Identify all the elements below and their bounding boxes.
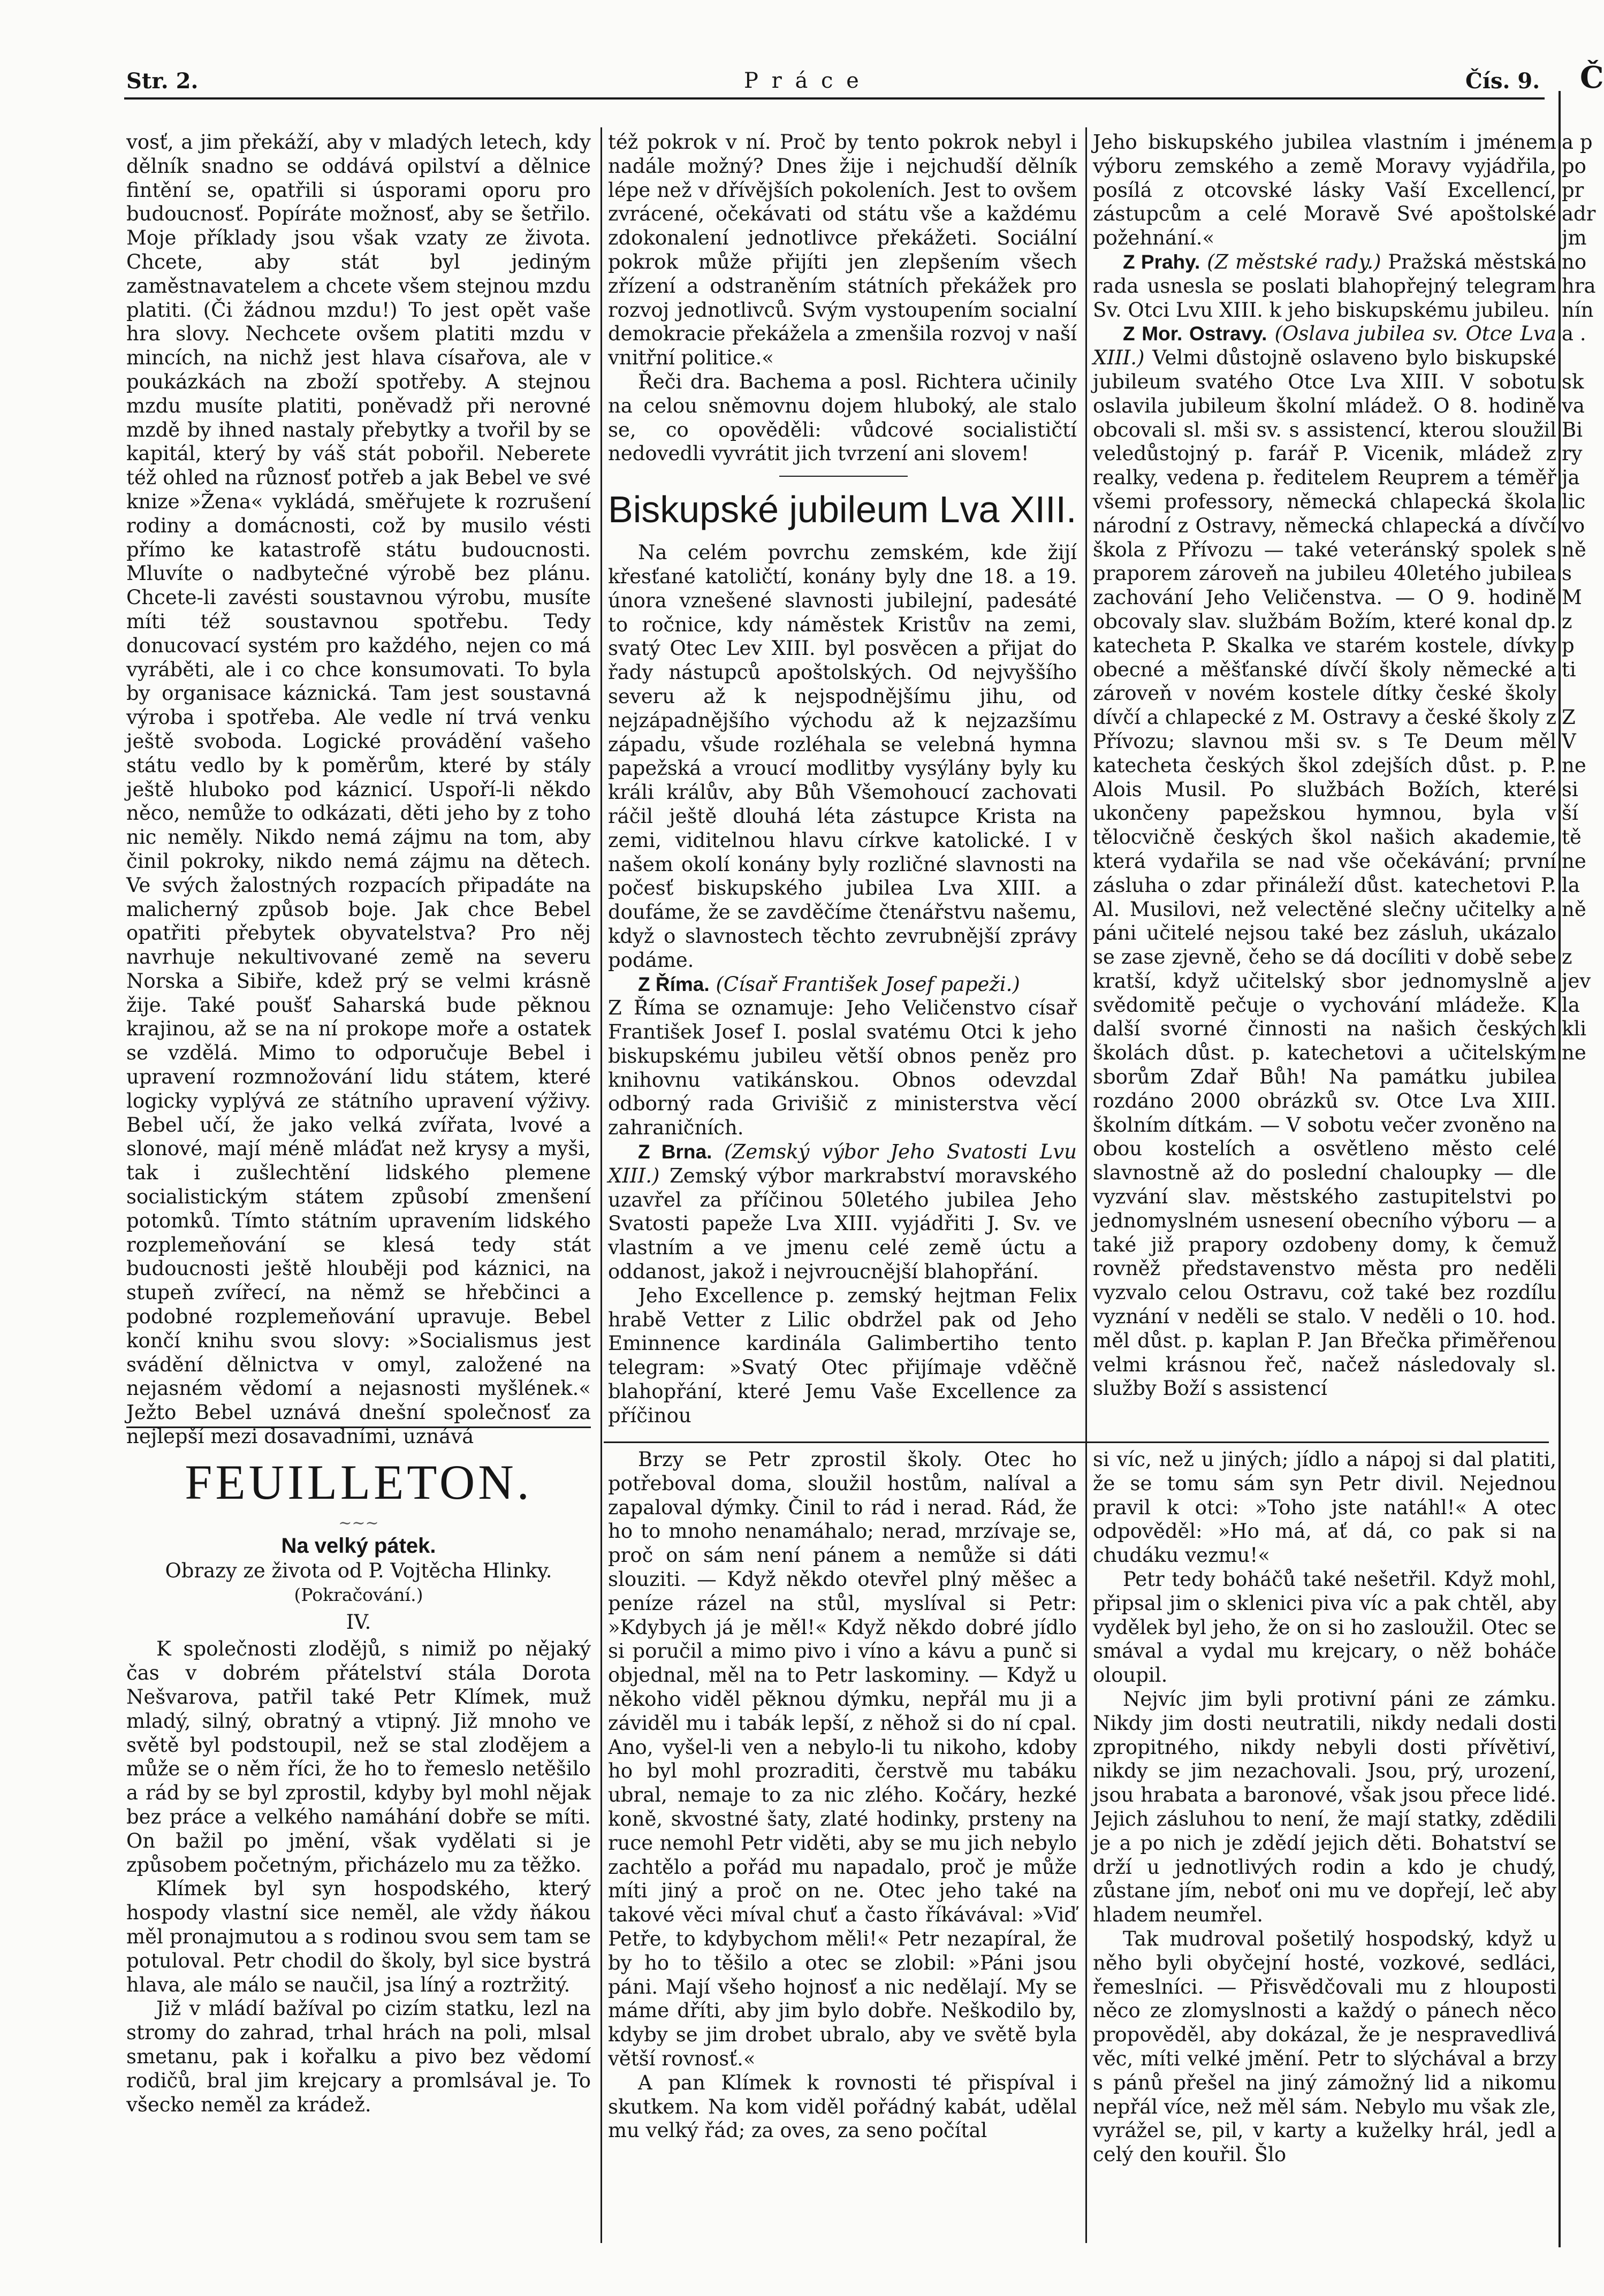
report-subheading: (Zemský výbor Jeho Svatosti Lvu XIII.) (608, 1140, 1077, 1187)
edge-line: Z (1562, 706, 1576, 729)
edge-line: lic (1562, 490, 1586, 513)
feuilleton-column-2 (608, 1448, 1077, 2247)
story-subtitle: Obrazy ze života od P. Vojtěcha Hlinky. (165, 1559, 552, 1582)
edge-line: ti (1562, 658, 1576, 681)
page-number: Str. 2. (126, 68, 199, 94)
article-paragraph: Na celém povrchu zemském, kde žijí křesťané katoličtí, konány byly dne 18. a 19. února vznešené slavnosti jubilejní, padesáté to ročnice, kdy náměstek Kristův na zemi, svatý Otec Lev XIII. byl posvěcen a přijat do řady nástupců apoštolských. Od nejvyššího severu až k nejspodnějšímu jihu, od nejzápadnějšího východu až k nejzazšímu západu, všude rozléhala se velebná hymna papežská a vroucí modlitby vysýlány byly ku králi králův, aby Bůh Všemohoucí zachovati ráčil ještě dlouhá léta zástupce Krista na zemi, viditelnou hlavu církve katolické. I v našem okolí konány byly rozličné slavnosti na počesť biskupského jubilea Lva XIII. a doufáme, že se zavděčíme čtenářstvu našemu, když o slavnostech těchto zevrubnější zprávy podáme. (608, 541, 1077, 972)
feuilleton-column-3 (1093, 1448, 1556, 2247)
report-rome (608, 973, 1077, 997)
edge-line: pr (1562, 178, 1584, 202)
edge-line: ne (1562, 849, 1586, 873)
issue-number: Čís. 9. (1465, 68, 1540, 94)
edge-line: po (1562, 154, 1586, 178)
edge-header-fragment: Č (1580, 60, 1604, 95)
feuilleton-rule (604, 1441, 1549, 1443)
edge-line: ne (1562, 753, 1586, 777)
story-paragraph: Nejvíc jim byli protivní páni ze zámku. Nikdy jim dosti neutratili, nikdy nedali dosti zpropitného, nikdy nebyli dosti přívětiví, nikdy se jim nezachovali. Jsou, prý, urození, jsou hrabata a baronové, však jsou přece lidé. Jejich zásluhou to není, že mají statky, zdědili je a po nich je zdědí jejich děti. Bohatství se drží u jednotlivých rodin a kdo je chudý, zůstane jím, neboť oni mu ve dopřejí, leč aby hladem neumřel. (1093, 1687, 1556, 1927)
edge-line: V (1562, 729, 1576, 753)
report-heading: Z Brna. (638, 1141, 712, 1163)
edge-line: z (1562, 609, 1572, 633)
edge-line: s (1562, 562, 1572, 585)
report-brno (608, 1140, 1077, 1284)
right-page-edge-rule (1559, 91, 1561, 2247)
edge-line: a p (1562, 131, 1593, 154)
edge-line: ší (1562, 802, 1578, 825)
article-paragraph: vosť, a jim překáží, aby v mladých letech, kdy dělník snadno se oddává opilství a dělnice fintění se, opatřili si úsporami oporu pro budoucnosť. Popíráte možnosť, aby se šetřilo. Moje příklady jsou však vzaty ze života. Chcete, aby stát byl jediným zaměstnavatelem a chcete všem stejnou mzdu platiti. (Či žádnou mzdu!) To jest opět vaše hra slovy. Nechcete ovšem platiti mzdu v mincích, na nichž jest hlava císařova, ale v poukázkách na zboží spotřeby. A stejnou mzdu musíte platiti, poněvadž při nerovné mzdě by ihned nastaly přebytky a tvořil by se kapitál, který by váš stát pobořil. Neberete též ohled na různosť potřeb a jak Bebel ve své knize »Žena« vykládá, směřujete k rozrušení rodiny a domácnosti, což by musilo vésti přímo ke katastrofě státu budoucnosti. Mluvíte o nadbytečné výrobě bez plánu. Chcete-li zavésti soustavnou výrobu, musíte míti též soustavnou spotřebu. Tedy donucovací systém pro každého, nejen co má vyráběti, ale i co chce konsumovati. To byla by organisace káznická. Tam jest soustavná výroba i spotřeba. Ale vedle ní trvá venku ještě svoboda. Logické provádění vašeho státu vedlo by k poměrům, které by stály ještě hluboko pod káznicí. Uspoří-li někdo něco, nemůže to odkázati, děti jeho by z toho nic neměly. Nikdo nemá zájmu na tom, aby činil pokroky, nikdo nemá zájmu na dětech. Ve svých žalostných rozpacích připadáte na malicherný způsob boje. Jak chce Bebel opatřiti přebytek obyvatelstva? Pro něj navrhuje nekultivované země na severu Norska a Sibiře, kdež prý se velmi krásně žije. Také poušť Saharská bude pěknou krajinou, až se na ní prokope moře a ostatek se vzdělá. Mimo to odporučuje Bebel i upravení rozmnožování lidu státem, které logicky vyplývá ze státního upravení výživy. Bebel učí, že jako velká zvířata, lvové a slonové, mají méně mláďat než krysy a myši, tak i zušlechtění lidského plemene socialistickým státem způsobí zmenšení potomků. Tímto státním upravením lidského rozplemeňování se klesá tedy stát budoucnosti ještě hlouběji pod káznici, na stupeň zvířecí, na němž se hřebčinci a podobné rozplemeňování upravuje. Bebel končí knihu svou slovy: »Socialismus jest svádění dělnictva v omyl, založené na nejasném vědomí a nejasnosti myšlének.« Ježto Bebel uznává dnešní společnosť za nejlepší mezi dosavadními, uznává (126, 131, 591, 1448)
column-rule-2 (1085, 127, 1087, 2243)
report-subheading: (Oslava jubilea sv. Otce Lva XIII.) (1093, 322, 1556, 370)
story-title: Na velký pátek. (281, 1534, 436, 1558)
report-text: Velmi důstojně oslaveno bylo biskupské jubileum svatého Otce Lva XIII. V sobotu oslavila jubileum školní mládež. O 8. hodině obcovali sl. mši sv. s assistencí, kterou sloužil veledůstojný p. farář P. Vicenik, mládež z realky, vedena p. ředitelem Reuprem a téměř všemi professory, německá chlapecká škola národní z Ostravy, německá chlapecká a dívčí škola z Přívozu — také veteránský spolek s praporem zároveň na jubileu 40letého jubilea zachování Jeho Veličenstva. — O 9. hodině obcovaly slav. službám Božím, které konal dp. katecheta P. Skalka ve starém kostele, dívky obecné a měšťanské dívčí školy německé a zároveň v novém kostele dítky české školy dívčí a chlapecké z M. Ostravy a české školy z Přívozu; slavnou mši sv. s Te Deum měl katecheta českých škol zdejších důst. p. P. Alois Musil. Po službách Božích, které ukončeny papežskou hymnou, byla v tělocvičně českých škol našich akademie, která vydařila se nad vše očekávání; první zásluha o zdar přináleží důst. katechetovi P. Al. Musilovi, než velectěné slečny učitelky a páni učitelé nejsou také bez zásluh, ukázalo se zase zjevně, čeho se dá docíliti v době sebe kratší, když učitelský sbor jednomyslně a svědomitě pečuje o vychování mládeže. K další svorné činnosti na našich českých školách důst. p. katechetovi a učitelským sborům Zdař Bůh! Na památku jubilea rozdáno 2000 obrázků sv. Otce Lva XIII. školním dítkám. — V sobotu večer zvoněno na obou kostelích a osvětleno město celé slavnostně až do poslední chaloupky — dle vyzvání slav. městského zastupitelstvi po jednomyslném usnesení obecního výboru — a také již prapory ozdobeny domy, k čemuž rovněž představenstvo města pro neděli vyzvalo celou Ostravu, což také bez rozdílu vyznání v neděli se stalo. V neděli o 10. hod. měl důst. p. kaplan P. Jan Břečka přiměřenou velmi krásnou řeč, načež následovaly sl. služby Boží s assistencí (1093, 346, 1556, 1400)
report-prague (1093, 250, 1556, 322)
report-subheading: (Císař František Josef papeži.) (716, 972, 1020, 996)
feuilleton-column-1 (126, 1450, 591, 2247)
edge-line: ry (1562, 442, 1583, 466)
edge-line (1562, 682, 1600, 706)
edge-line: hra (1562, 274, 1596, 298)
report-heading: Z Prahy. (1123, 250, 1200, 273)
chapter-number: IV. (346, 1610, 371, 1634)
edge-line: no (1562, 250, 1587, 273)
edge-line: p (1562, 634, 1575, 657)
feuilleton-heading: FEUILLETON. (185, 1455, 533, 1509)
column-rule-1 (600, 127, 602, 2243)
edge-line: vo (1562, 514, 1585, 537)
edge-line: sk (1562, 370, 1584, 393)
story-paragraph: K společnosti zlodějů, s nimiž po nějaký čas v dobrém přátelství stála Dorota Nešvarova, patřil také Petr Klímek, muž mladý, silný, obratný a vtipný. Již mnoho ve světě byl podstoupil, než se stal zlodějem a může se o něm říci, že ho to řemeslo netěšilo a rád by se byl zprostil, kdyby byl mohl nějak bez práce a velkého namáhání dobře se míti. On bažil po jmění, však vydělati si je způsobem početným, přicházelo mu za těžko. (126, 1637, 591, 1877)
edge-line: ně (1562, 897, 1586, 921)
continuation-note: (Pokračování.) (294, 1584, 423, 1605)
report-subheading: (Z městské rady.) (1207, 250, 1381, 273)
story-paragraph: Klímek byl syn hospodského, který hospody vlastní sice neměl, ale vždy ňákou měl pronajmutou a s rodinou svou sem tam se potuloval. Petr chodil do školy, byl sice bystrá hlava, ale málo se naučil, jsa líný a roztržitý. (126, 1877, 591, 1996)
report-text: Z Říma se oznamuje: Jeho Veličenstvo císař František Josef I. poslal svatému Otci k jeho biskupskému jubileu větší obnos peněz pro knihovnu vatikánskou. Obnos odevzdal odborný rada Grivišič z ministerstva věcí zahraničních. (608, 996, 1077, 1140)
story-paragraph: A pan Klímek k rovnosti té přispíval i skutkem. Na kom viděl pořádný kabát, udělal mu velký řád; za oves, za seno počítal (608, 2071, 1077, 2142)
story-paragraph: Brzy se Petr zprostil školy. Otec ho potřeboval doma, sloužil hostům, nalíval a zapaloval dýmky. Činil to rád i nerad. Rád, že ho to mnoho nenamáhalo; nerad, mrzívaje se, proč on sám není pánem a nemůže si dáti slouziti. — Když někdo otevřel plný měšec a peníze rázel na stůl, myslíval si Petr: »Kdybych já je měl!« Když někdo dobré jídlo si poručil a mimo pivo i víno a kávu a punč si objednal, měl na to Petr laskominy. — Když u někoho viděl pěknou dýmku, nepřál mu ji a záviděl mu i tabák lepší, z něhož si do ní cpal. Ano, vyšel-li ven a nebylo-li tu nikoho, kdoby ho byl mohl prozraditi, čerstvě mu tabáku ubral, nemaje to za nic zlého. Kočáry, hezké koně, skvostné šaty, zlaté hodinky, prsteny na ruce nemohl Petr viděti, aby se mu jich nebylo zachtělo a pořád mu napadalo, proč je může míti jiný a proč on ne. Otec jeho také na takové věci míval chuť a často říkávával: »Viď Petře, to kdybychom měli!« Petr nezapíral, že by ho to těšilo a otec se zlobil: »Páni jsou páni. Mají všeho hojnosť a nic nedělají. My se máme dříti, aby jim bylo dobře. Neškodilo by, kdyby se jim drobet ubralo, aby ve světě byla větší rovnosť.« (608, 1448, 1077, 2070)
story-paragraph: Petr tedy boháčů také nešetřil. Když mohl, připsal jim o sklenici piva víc a pak chtěl, aby vydělek byl jeho, že on si ho zasloužil. Otec se smával a vydal mu krejcary, o něž boháče oloupil. (1093, 1567, 1556, 1687)
adjacent-page-fragment (1562, 131, 1600, 1094)
column-3-top (1093, 131, 1556, 1436)
edge-line: si (1562, 777, 1578, 801)
edge-line: ne (1562, 1041, 1586, 1065)
story-paragraph: si víc, než u jiných; jídlo a nápoj si dal platiti, že se tomu sám syn Petr divil. Nejednou pravil k otci: »Toho jste natáhl!« A otec odpověděl: »Ho má, ať dá, co pak si na chudáku vezmu!« (1093, 1448, 1556, 1567)
edge-line: la (1562, 993, 1580, 1017)
edge-line: adr (1562, 202, 1596, 226)
edge-line: M (1562, 586, 1582, 609)
section-divider (779, 476, 908, 477)
edge-line: la (1562, 873, 1580, 897)
report-heading: Z Říma. (638, 973, 710, 995)
edge-line: ně (1562, 538, 1586, 561)
story-paragraph: Tak mudroval pošetilý hospodský, když u něho byli obyčejní hosté, vozkové, sedláci, řemeslníci. — Přisvědčovali mu z hlouposti něco ze zlomyslnosti a každý o pánech něco propověděl, aby dokázal, že je nespravedlivá věc, míti velké jmění. Petr to slýchával a brzy s pánů přešel na jiný zámožný lid a nikomu nepřál více, než měl sám. Nebylo mu však zle, vyrážel se, pil, v karty a kuželky hrál, jedl a celý den kouřil. Šlo (1093, 1927, 1556, 2167)
header-rule (124, 97, 1545, 100)
edge-line: a . (1562, 322, 1586, 346)
article-paragraph: Jeho biskupského jubilea vlastním i jménem výboru zemského a země Moravy vyjádřila, posílá z otcovské lásky Vaší Excellencí, zástupcům a celé Moravě Své apoštolské požehnání.« (1093, 131, 1556, 250)
report-heading: Z Mor. Ostravy. (1123, 323, 1267, 345)
article-paragraph: též pokrok v ní. Proč by tento pokrok nebyl i nadále možný? Dnes žije i nejchudší dělník lépe než v dřívějších pokoleních. Jest to ovšem zvrácené, očekávati od státu vše a každému zdokonalení jednotlivce překážeti. Sociální pokrok může přijíti jen zlepšením všech zřízení a odstraněním státních překážek pro rozvoj jednotlivců. Svým vystoupením socialní demokracie překážela a zmenšila rozvoj v naší vnitřní politice.« (608, 131, 1077, 370)
edge-line: jm (1562, 226, 1587, 250)
report-text: Pražská městská rada usnesla se poslati blahopřejný telegram Sv. Otci Lvu XIII. k jeho biskupskému jubileu. (1093, 250, 1556, 322)
article-paragraph: Jeho Excellence p. zemský hejtman Felix hrabě Vetter z Lilic obdržel pak od Jeho Eminnence kardinála Galimbertiho tento telegram: »Svatý Otec přijímaje vděčně blahopřání, které Jemu Vaše Excellence za příčinou (608, 1284, 1077, 1427)
edge-line: nín (1562, 298, 1594, 322)
edge-line: Bi (1562, 418, 1583, 441)
edge-line: jev (1562, 969, 1591, 993)
edge-line (1562, 346, 1600, 370)
edge-line: kli (1562, 1017, 1587, 1041)
edge-line: va (1562, 394, 1585, 417)
article-title: Biskupské jubileum Lva XIII. (608, 489, 1077, 531)
article-paragraph: Řeči dra. Bachema a posl. Richtera učinily na celou sněmovnu dojem hluboký, ale stalo se, co opověděli: vůdcové socialističtí nedovedli vyvrátit jich tvrzení ani slovem! (608, 370, 1077, 466)
report-text: Zemský výbor markrabství moravského uzavřel za příčinou 50letého jubilea Jeho Svatosti papeže Lva XIII. vyjádřiti J. Sv. ve vlastním a ve jmenu celé země úctu a oddanost, jakož i nejvroucnější blahopřání. (608, 1164, 1077, 1284)
edge-line: tě (1562, 826, 1582, 849)
newspaper-title: P r á c e (744, 68, 862, 93)
ornament: ~~~ (338, 1514, 379, 1532)
edge-line: ja (1562, 466, 1580, 490)
edge-line (1562, 921, 1600, 945)
report-ostrava (1093, 322, 1556, 1401)
column-2-top (608, 131, 1077, 1436)
story-paragraph: Již v mládí bažíval po cizím statku, lezl na stromy do zahrad, trhal hrách na poli, mlsal smetanu, pak i kořalku a pivo bez vědomí rodičů, bral jim krejcary a promlsával je. To všecko neměl za krádež. (126, 1997, 591, 2116)
column-1-top (126, 131, 591, 1448)
edge-line: z (1562, 945, 1572, 969)
